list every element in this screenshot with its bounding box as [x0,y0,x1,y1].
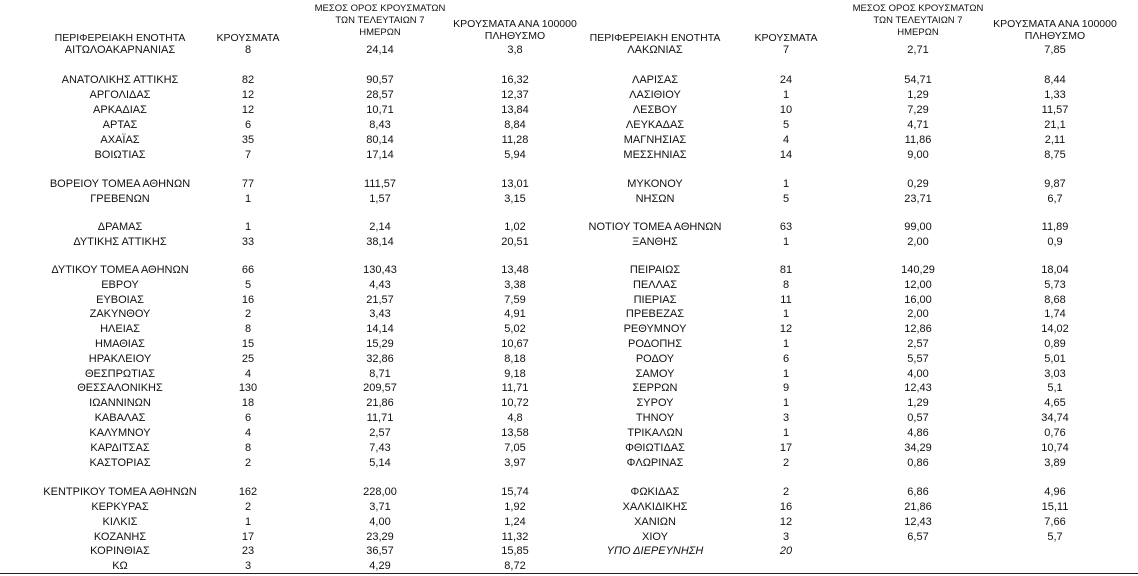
right-per100k-value: 8,44 [1044,74,1066,86]
left-avg7-value: 11,71 [366,412,394,424]
left-region-name: ΑΝΑΤΟΛΙΚΗΣ ΑΤΤΙΚΗΣ [61,74,179,86]
left-region-name: ΚΟΡΙΝΘΙΑΣ [90,545,150,557]
right-avg7-value: 0,57 [907,412,929,424]
right-per100k-value: 10,74 [1041,442,1069,454]
left-cases-value: 1 [244,516,252,528]
right-avg7-value: 6,57 [907,531,929,543]
right-per100k-value: 2,11 [1044,134,1066,146]
left-region-name: ΒΟΙΩΤΙΑΣ [94,149,146,161]
left-per100k-value: 15,85 [501,545,529,557]
right-per100k-value: 6,7 [1047,193,1063,205]
left-avg7-value: 4,29 [369,560,391,572]
right-region-name: ΜΑΓΝΗΣΙΑΣ [623,134,687,146]
left-region-name: ΔΥΤΙΚΗΣ ΑΤΤΙΚΗΣ [73,236,167,248]
right-region-name: ΜΥΚΟΝΟΥ [627,178,683,190]
left-cases-value: 16 [241,294,255,306]
right-cases-value: 1 [782,338,790,350]
left-avg7-value: 228,00 [363,486,397,498]
left-avg7-value: 130,43 [363,264,397,276]
right-region-name: ΤΡΙΚΑΛΩΝ [627,427,683,439]
left-cases-value: 17 [241,531,255,543]
left-avg7-value: 8,43 [369,119,391,131]
left-avg7-value: 32,86 [366,353,394,365]
right-cases-value: 10 [779,104,793,116]
right-avg7-value: 9,00 [907,149,929,161]
right-avg7-value: 5,57 [907,353,929,365]
left-avg7-value: 17,14 [366,149,394,161]
left-per100k-value: 9,18 [504,368,526,380]
right-cases-value: 14 [779,149,793,161]
left-avg7-value: 21,57 [366,294,394,306]
left-region-name: ΚΕΝΤΡΙΚΟΥ ΤΟΜΕΑ ΑΘΗΝΩΝ [43,486,197,498]
right-per100k-value: 7,66 [1044,516,1066,528]
left-cases-value: 23 [241,545,255,557]
right-cases-value: 3 [782,412,790,424]
right-per100k-value: 18,04 [1041,264,1069,276]
left-per100k-value: 12,37 [501,89,529,101]
left-cases-value: 2 [244,501,252,513]
left-per100k-value: 13,01 [501,178,529,190]
left-per100k-value: 4,91 [504,308,526,320]
left-cases-value: 15 [241,338,255,350]
right-per100k-value: 5,1 [1047,382,1063,394]
right-cases-value: 1 [782,368,790,380]
left-cases-value: 130 [238,382,258,394]
left-per100k-value: 7,59 [504,294,526,306]
left-region-name: ΗΜΑΘΙΑΣ [95,338,145,350]
left-avg7-value: 24,14 [366,44,394,56]
left-region-name: ΚΑΛΥΜΝΟΥ [89,427,151,439]
right-header-avg7-line1: ΜΕΣΟΣ ΟΡΟΣ ΚΡΟΥΣΜΑΤΩΝ [852,3,984,14]
right-avg7-value: 2,71 [907,44,929,56]
left-per100k-value: 3,97 [504,457,526,469]
left-region-name: ΚΩ [112,560,128,572]
left-avg7-value: 15,29 [366,338,394,350]
left-region-name: ΚΑΡΔΙΤΣΑΣ [90,442,150,454]
right-per100k-value: 3,89 [1044,457,1066,469]
right-per100k-value: 0,76 [1044,427,1066,439]
right-avg7-value: 140,29 [901,264,935,276]
right-cases-value: 1 [782,427,790,439]
left-per100k-value: 10,72 [501,397,529,409]
left-cases-value: 1 [244,193,252,205]
left-avg7-value: 111,57 [363,178,396,190]
left-avg7-value: 1,57 [369,193,391,205]
right-cases-value: 11 [780,294,792,306]
left-avg7-value: 3,71 [369,501,391,513]
right-avg7-value: 4,71 [907,119,929,131]
left-cases-value: 5 [244,279,252,291]
right-header-per100k [975,18,1135,42]
left-cases-value: 66 [241,264,255,276]
left-header-avg7-line2: ΤΩΝ ΤΕΛΕΥΤΑΙΩΝ 7 [335,15,425,26]
left-cases-value: 12 [241,89,255,101]
left-cases-value: 3 [244,560,252,572]
left-header-region: ΠΕΡΙΦΕΡΕΙΑΚΗ ΕΝΟΤΗΤΑ [54,32,186,44]
left-region-name: ΓΡΕΒΕΝΩΝ [90,193,150,205]
left-region-name: ΗΡΑΚΛΕΙΟΥ [88,353,152,365]
right-region-name: ΝΟΤΙΟΥ ΤΟΜΕΑ ΑΘΗΝΩΝ [588,221,722,233]
left-cases-value: 12 [241,104,255,116]
right-region-name: ΠΡΕΒΕΖΑΣ [625,308,685,320]
right-region-name: ΡΟΔΟΥ [635,353,675,365]
right-per100k-value: 7,85 [1044,44,1066,56]
right-cases-value: 17 [779,442,793,454]
right-per100k-value: 4,65 [1044,397,1066,409]
right-per100k-value: 0,89 [1044,338,1066,350]
right-per100k-value: 3,03 [1044,368,1066,380]
right-header-region: ΠΕΡΙΦΕΡΕΙΑΚΗ ΕΝΟΤΗΤΑ [589,32,721,44]
right-region-name: ΛΑΡΙΣΑΣ [631,74,678,86]
left-per100k-value: 7,05 [504,442,526,454]
right-header-cases: ΚΡΟΥΣΜΑΤΑ [754,32,818,44]
left-per100k-value: 3,8 [507,44,523,56]
right-cases-value: 16 [779,501,793,513]
left-avg7-value: 23,29 [366,531,394,543]
right-region-name: ΤΗΝΟΥ [635,412,675,424]
right-per100k-value: 11,89 [1041,221,1069,233]
right-per100k-value: 15,11 [1041,501,1069,513]
right-avg7-value: 16,00 [904,294,932,306]
right-region-name: ΡΟΔΟΠΗΣ [627,338,683,350]
right-region-name: ΣΑΜΟΥ [635,368,675,380]
right-avg7-value: 0,29 [907,178,929,190]
right-avg7-value: 54,71 [904,74,932,86]
left-region-name: ΕΒΡΟΥ [101,279,139,291]
right-region-name: ΧΙΟΥ [642,531,668,543]
left-per100k-value: 11,32 [501,531,529,543]
right-per100k-value: 1,33 [1044,89,1066,101]
left-per100k-value: 11,28 [501,134,529,146]
right-per100k-value: 5,01 [1044,353,1066,365]
left-avg7-value: 4,00 [369,516,391,528]
right-per100k-value: 14,02 [1041,323,1069,335]
right-region-name: ΦΛΩΡΙΝΑΣ [626,457,684,469]
right-avg7-value: 12,43 [904,382,932,394]
right-region-name: ΛΕΥΚΑΔΑΣ [625,119,685,131]
left-avg7-value: 36,57 [366,545,394,557]
right-cases-value: 6 [782,353,790,365]
left-header-avg7-line3: ΗΜΕΡΩΝ [359,27,401,38]
left-header-per100k-line2: ΠΛΗΘΥΣΜΟ [484,30,546,42]
right-cases-value: 20 [779,545,793,557]
right-cases-value: 1 [782,236,790,248]
right-avg7-value: 21,86 [904,501,932,513]
right-cases-value: 5 [782,193,790,205]
right-cases-value: 2 [782,457,790,469]
left-per100k-value: 1,24 [504,516,526,528]
right-per100k-value: 11,57 [1041,104,1069,116]
right-region-name: ΠΙΕΡΙΑΣ [633,294,677,306]
left-header-avg7-line1: ΜΕΣΟΣ ΟΡΟΣ ΚΡΟΥΣΜΑΤΩΝ [314,3,446,14]
left-region-name: ΙΩΑΝΝΙΝΩΝ [89,397,151,409]
left-region-name: ΒΟΡΕΙΟΥ ΤΟΜΕΑ ΑΘΗΝΩΝ [49,178,191,190]
right-region-name: ΥΠΟ ΔΙΕΡΕΥΝΗΣΗ [606,545,704,557]
right-cases-value: 24 [779,74,793,86]
left-region-name: ΖΑΚΥΝΘΟΥ [89,308,151,320]
left-region-name: ΑΧΑΪΑΣ [100,134,140,146]
left-per100k-value: 5,02 [504,323,526,335]
right-per100k-value: 8,75 [1044,149,1066,161]
left-avg7-value: 209,57 [363,382,397,394]
left-per100k-value: 13,48 [501,264,529,276]
right-per100k-value: 8,68 [1044,294,1066,306]
left-avg7-value: 14,14 [366,323,394,335]
right-region-name: ΛΕΣΒΟΥ [632,104,678,116]
right-per100k-value: 34,74 [1041,412,1069,424]
left-per100k-value: 20,51 [501,236,529,248]
right-cases-value: 63 [779,221,793,233]
left-cases-value: 4 [244,427,252,439]
right-per100k-value: 9,87 [1044,178,1066,190]
right-cases-value: 8 [782,279,790,291]
right-header-per100k-line2: ΠΛΗΘΥΣΜΟ [1024,30,1086,42]
left-per100k-value: 3,15 [504,193,526,205]
left-cases-value: 8 [244,323,252,335]
left-avg7-value: 38,14 [366,236,394,248]
left-per100k-value: 11,71 [501,382,529,394]
left-cases-value: 1 [244,221,252,233]
left-per100k-value: 15,74 [501,486,529,498]
right-header-per100k-line1: ΚΡΟΥΣΜΑΤΑ ΑΝΑ 100000 [993,18,1117,30]
left-cases-value: 8 [244,44,252,56]
right-avg7-value: 2,57 [907,338,929,350]
right-cases-value: 5 [782,119,790,131]
right-avg7-value: 12,86 [904,323,932,335]
left-region-name: ΘΕΣΠΡΩΤΙΑΣ [84,368,156,380]
right-cases-value: 9 [782,382,790,394]
right-avg7-value: 2,00 [907,236,929,248]
right-header-avg7-line2: ΤΩΝ ΤΕΛΕΥΤΑΙΩΝ 7 [873,15,963,26]
right-per100k-value: 5,73 [1044,279,1066,291]
left-per100k-value: 3,38 [504,279,526,291]
left-avg7-value: 80,14 [366,134,394,146]
left-cases-value: 4 [244,368,252,380]
right-cases-value: 1 [782,178,790,190]
right-cases-value: 2 [782,486,790,498]
left-cases-value: 33 [241,236,255,248]
left-cases-value: 35 [241,134,255,146]
left-cases-value: 6 [244,412,252,424]
right-cases-value: 81 [779,264,793,276]
left-cases-value: 6 [244,119,252,131]
left-region-name: ΗΛΕΙΑΣ [100,323,140,335]
right-region-name: ΦΩΚΙΔΑΣ [630,486,680,498]
right-cases-value: 1 [782,89,790,101]
left-region-name: ΑΡΚΑΔΙΑΣ [93,104,147,116]
left-per100k-value: 10,67 [501,338,529,350]
left-region-name: ΚΑΒΑΛΑΣ [94,412,146,424]
left-per100k-value: 8,72 [504,560,526,572]
right-avg7-value: 1,29 [907,397,929,409]
right-avg7-value: 6,86 [907,486,929,498]
right-cases-value: 3 [782,531,790,543]
right-region-name: ΣΕΡΡΩΝ [632,382,678,394]
right-region-name: ΦΘΙΩΤΙΔΑΣ [625,442,685,454]
left-avg7-value: 2,14 [369,221,391,233]
left-per100k-value: 5,94 [504,149,526,161]
left-header-per100k-line1: ΚΡΟΥΣΜΑΤΑ ΑΝΑ 100000 [453,18,577,30]
left-avg7-value: 4,43 [369,279,391,291]
right-per100k-value: 5,7 [1047,531,1063,543]
left-cases-value: 2 [244,308,252,320]
right-avg7-value: 4,86 [907,427,929,439]
left-header-cases: ΚΡΟΥΣΜΑΤΑ [216,32,280,44]
right-avg7-value: 99,00 [904,221,932,233]
left-region-name: ΚΙΛΚΙΣ [102,516,138,528]
right-avg7-value: 34,29 [904,442,932,454]
left-cases-value: 7 [244,149,252,161]
left-cases-value: 25 [241,353,255,365]
left-per100k-value: 8,18 [504,353,526,365]
right-cases-value: 12 [779,516,793,528]
left-cases-value: 82 [241,74,255,86]
left-region-name: ΚΟΖΑΝΗΣ [93,531,147,543]
right-region-name: ΠΕΙΡΑΙΩΣ [629,264,681,276]
right-per100k-value: 4,96 [1044,486,1066,498]
right-per100k-value: 21,1 [1044,119,1066,131]
left-avg7-value: 2,57 [369,427,391,439]
left-per100k-value: 4,8 [507,412,523,424]
left-region-name: ΑΙΤΩΛΟΑΚΑΡΝΑΝΙΑΣ [64,44,176,56]
right-avg7-value: 7,29 [907,104,929,116]
left-region-name: ΔΥΤΙΚΟΥ ΤΟΜΕΑ ΑΘΗΝΩΝ [51,264,189,276]
right-per100k-value: 0,9 [1047,236,1063,248]
left-avg7-value: 3,43 [369,308,391,320]
right-avg7-value: 12,43 [904,516,932,528]
left-avg7-value: 21,86 [366,397,394,409]
right-avg7-value: 12,00 [904,279,932,291]
left-cases-value: 8 [244,442,252,454]
right-region-name: ΧΑΝΙΩΝ [634,516,676,528]
right-region-name: ΠΕΛΛΑΣ [632,279,678,291]
left-cases-value: 18 [241,397,255,409]
right-region-name: ΜΕΣΣΗΝΙΑΣ [623,149,687,161]
bottom-divider [0,573,1138,574]
right-avg7-value: 23,71 [904,193,932,205]
left-region-name: ΕΥΒΟΙΑΣ [96,294,144,306]
left-cases-value: 162 [238,486,258,498]
left-avg7-value: 7,43 [369,442,391,454]
right-region-name: ΧΑΛΚΙΔΙΚΗΣ [622,501,688,513]
right-header-avg7-line3: ΗΜΕΡΩΝ [897,27,939,38]
right-cases-value: 4 [782,134,790,146]
right-cases-value: 1 [782,397,790,409]
left-per100k-value: 13,84 [501,104,529,116]
left-region-name: ΑΡΤΑΣ [102,119,138,131]
left-avg7-value: 28,57 [366,89,394,101]
left-avg7-value: 90,57 [366,74,394,86]
right-avg7-value: 1,29 [907,89,929,101]
left-region-name: ΑΡΓΟΛΙΔΑΣ [89,89,151,101]
left-cases-value: 2 [244,457,252,469]
left-region-name: ΘΕΣΣΑΛΟΝΙΚΗΣ [77,382,163,394]
right-region-name: ΡΕΘΥΜΝΟΥ [623,323,687,335]
left-avg7-value: 8,71 [369,368,391,380]
right-region-name: ΞΑΝΘΗΣ [632,236,678,248]
left-avg7-value: 5,14 [369,457,391,469]
left-avg7-value: 10,71 [366,104,394,116]
right-avg7-value: 11,86 [904,134,932,146]
right-avg7-value: 0,86 [907,457,929,469]
left-region-name: ΚΕΡΚΥΡΑΣ [91,501,149,513]
right-cases-value: 1 [782,308,790,320]
right-cases-value: 12 [779,323,793,335]
right-avg7-value: 4,00 [907,368,929,380]
right-cases-value: 7 [782,44,790,56]
right-per100k-value: 1,74 [1044,308,1066,320]
left-per100k-value: 16,32 [501,74,529,86]
left-region-name: ΔΡΑΜΑΣ [97,221,143,233]
right-region-name: ΝΗΣΩΝ [635,193,675,205]
left-cases-value: 77 [241,178,255,190]
left-per100k-value: 8,84 [504,119,526,131]
right-region-name: ΣΥΡΟΥ [636,397,674,409]
left-region-name: ΚΑΣΤΟΡΙΑΣ [89,457,151,469]
right-region-name: ΛΑΚΩΝΙΑΣ [627,44,683,56]
right-region-name: ΛΑΣΙΘΙΟΥ [629,89,681,101]
left-per100k-value: 1,92 [504,501,526,513]
left-per100k-value: 1,02 [504,221,526,233]
right-avg7-value: 2,00 [907,308,929,320]
left-per100k-value: 13,58 [501,427,529,439]
